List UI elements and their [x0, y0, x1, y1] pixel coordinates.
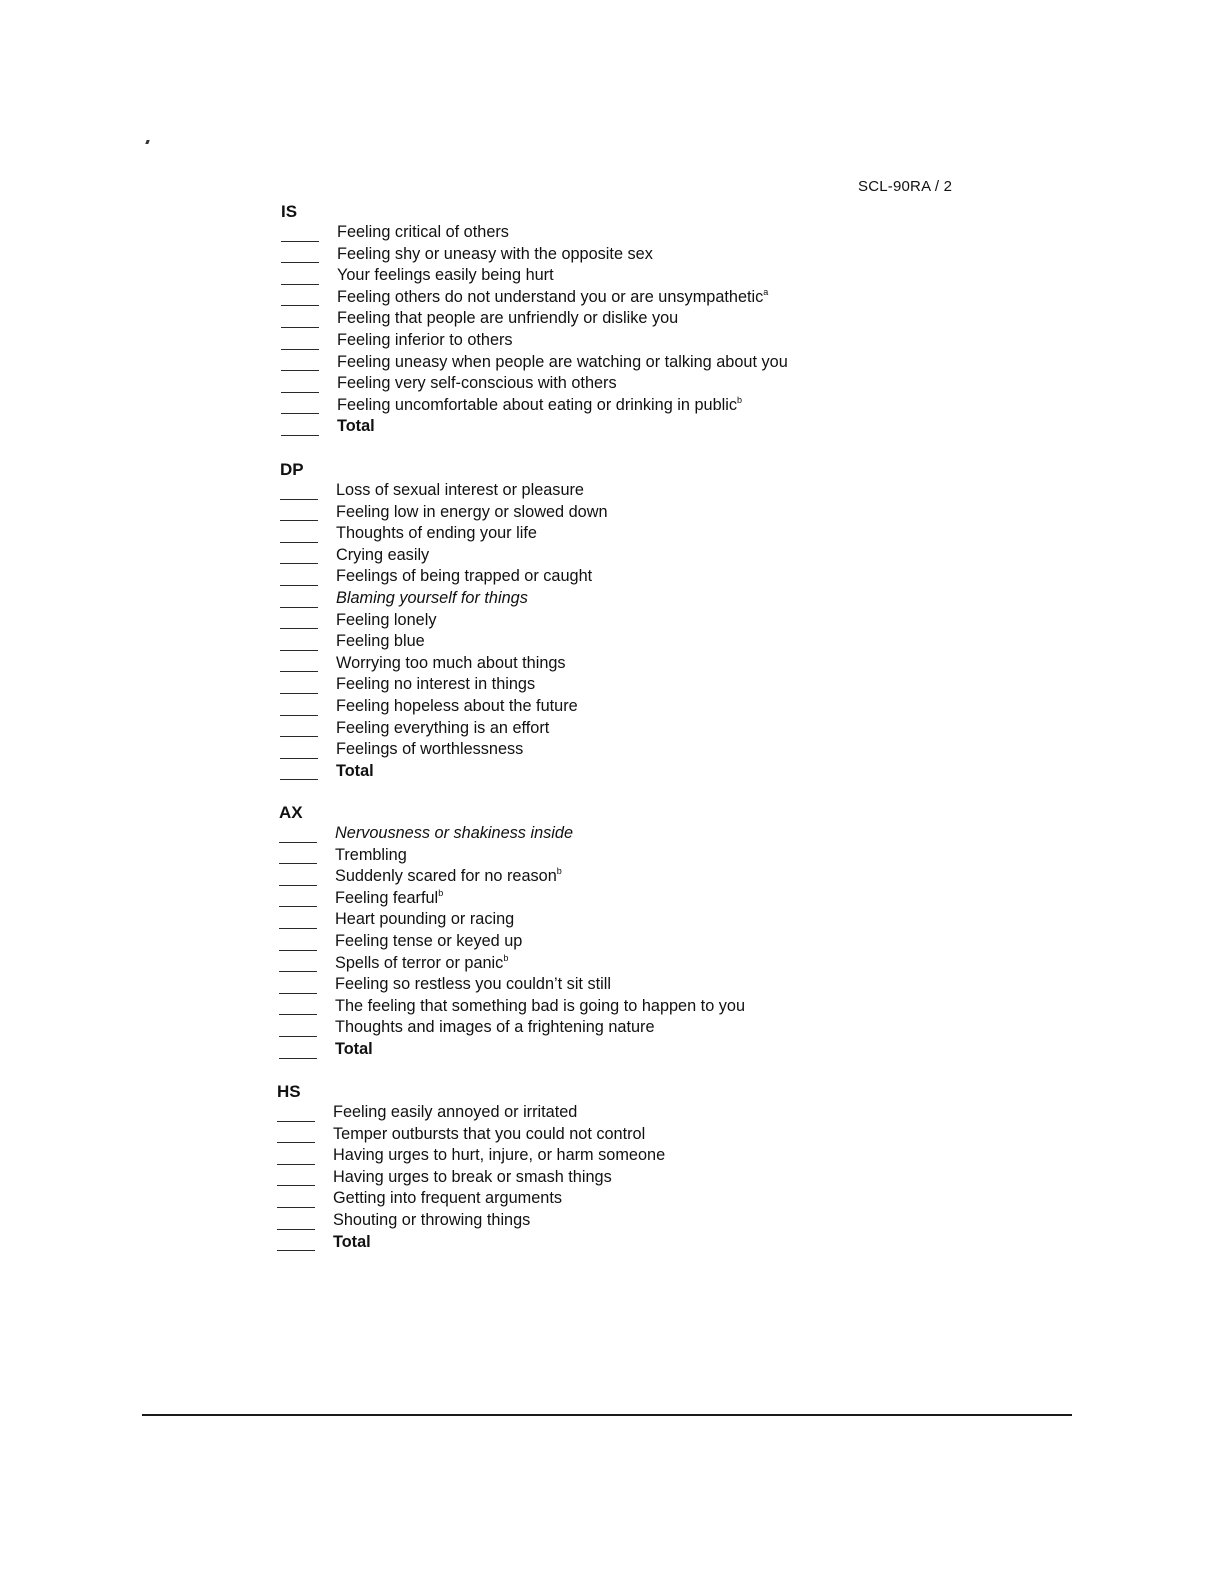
stray-scan-mark [145, 140, 149, 144]
item-text: Feeling easily annoyed or irritated [333, 1103, 578, 1121]
item-label [333, 1211, 530, 1230]
item-text: Feeling uncomfortable about eating or drinking in public [337, 395, 738, 414]
checklist-item [280, 503, 980, 525]
item-text: Crying easily [336, 545, 430, 564]
checklist-item [280, 589, 980, 611]
item-label [337, 331, 513, 350]
section-code: DP [280, 460, 304, 479]
checklist-item [281, 331, 981, 353]
checklist-item [280, 611, 980, 633]
score-blank[interactable] [281, 413, 319, 414]
item-label [333, 1125, 645, 1144]
score-blank[interactable] [279, 1036, 317, 1037]
item-text: Thoughts and images of a frightening nature [335, 1018, 655, 1037]
item-text: Feeling fearful [335, 888, 439, 907]
total-label [333, 1233, 371, 1252]
item-text: Feeling low in energy or slowed down [336, 502, 608, 521]
score-blank[interactable] [281, 327, 319, 328]
checklist-item [281, 266, 981, 288]
item-label [335, 846, 407, 865]
score-blank[interactable] [279, 1014, 317, 1015]
score-blank[interactable] [279, 971, 317, 972]
score-blank[interactable] [279, 842, 317, 843]
item-text: Total [336, 761, 374, 780]
item-text: Nervousness or shakiness inside [335, 824, 574, 842]
checklist-item [280, 654, 980, 676]
checklist-item [279, 932, 979, 954]
item-text: Feelings of being trapped or caught [336, 567, 593, 586]
item-text: Suddenly scared for no reason [335, 867, 557, 886]
footnote-marker: b [438, 887, 444, 898]
checklist-item [279, 975, 979, 997]
score-blank[interactable] [277, 1164, 315, 1165]
item-text: Feeling shy or uneasy with the opposite sex [337, 244, 653, 263]
item-label [336, 740, 523, 759]
item-label [333, 1189, 562, 1208]
item-text: Feeling tense or keyed up [335, 932, 523, 950]
footer-rule [142, 1414, 1072, 1416]
item-text: Having urges to hurt, injure, or harm someone [333, 1146, 666, 1165]
item-label [336, 697, 578, 716]
checklist-item [280, 546, 980, 568]
page-identifier: SCL-90RA / 2 [858, 178, 953, 195]
score-blank[interactable] [280, 758, 318, 759]
footnote-marker: b [737, 394, 743, 405]
checklist-item [279, 1018, 979, 1040]
checklist-item [281, 353, 981, 375]
item-label [337, 396, 742, 415]
item-text: Feeling so restless you couldn’t sit still [335, 975, 611, 994]
score-blank[interactable] [279, 928, 317, 929]
item-text: Total [337, 417, 375, 436]
item-label [337, 353, 788, 372]
item-label [336, 546, 429, 565]
footnote-marker: b [556, 866, 562, 877]
item-text: Getting into frequent arguments [333, 1189, 562, 1208]
checklist-item [280, 481, 980, 503]
checklist-item [281, 374, 981, 396]
total-row [277, 1233, 977, 1255]
item-label [335, 975, 611, 994]
score-blank[interactable] [277, 1185, 315, 1186]
checklist-item [280, 632, 980, 654]
item-label [336, 719, 549, 738]
item-label [336, 611, 436, 630]
item-label [335, 867, 562, 886]
score-blank[interactable] [279, 993, 317, 994]
score-blank[interactable] [280, 520, 318, 521]
item-text: Feeling inferior to others [337, 331, 513, 349]
item-label [336, 481, 584, 500]
section-code: HS [277, 1082, 301, 1101]
checklist-item [279, 824, 979, 846]
item-text: Loss of sexual interest or pleasure [336, 481, 584, 499]
score-blank[interactable] [281, 349, 319, 350]
checklist-item [279, 846, 979, 868]
checklist-item [280, 697, 980, 719]
score-blank[interactable] [280, 499, 318, 500]
checklist-item [280, 740, 980, 762]
checklist-item [280, 719, 980, 741]
item-text: Having urges to break or smash things [333, 1167, 612, 1186]
item-text: Feeling that people are unfriendly or dislike you [337, 309, 679, 328]
score-blank[interactable] [281, 392, 319, 393]
item-text: Feeling no interest in things [336, 675, 536, 694]
item-label [337, 374, 617, 393]
checklist-item [279, 867, 979, 889]
item-label [336, 567, 592, 586]
item-label [337, 288, 768, 307]
score-blank[interactable] [281, 305, 319, 306]
item-text: Blaming yourself for things [336, 589, 528, 607]
score-blank[interactable] [280, 736, 318, 737]
checklist-item [279, 910, 979, 932]
item-label [337, 245, 653, 264]
score-blank[interactable] [277, 1229, 315, 1230]
item-text: Feeling hopeless about the future [336, 697, 578, 715]
score-blank[interactable] [280, 585, 318, 586]
checklist-item [277, 1125, 977, 1147]
score-blank[interactable] [280, 671, 318, 672]
item-text: Trembling [335, 845, 407, 864]
footnote-marker: b [503, 952, 509, 963]
total-label [336, 762, 374, 781]
score-blank[interactable] [280, 542, 318, 543]
total-row [280, 762, 980, 784]
footnote-marker: a [763, 286, 769, 297]
score-blank[interactable] [277, 1121, 315, 1122]
checklist-item [277, 1211, 977, 1233]
checklist-item [281, 396, 981, 418]
item-text: Spells of terror or panic [335, 953, 504, 972]
score-blank[interactable] [281, 284, 319, 285]
item-label [335, 910, 514, 929]
total-row [279, 1040, 979, 1062]
checklist-item [277, 1168, 977, 1190]
item-label [337, 223, 509, 242]
checklist-item [281, 288, 981, 310]
total-score-blank[interactable] [281, 435, 319, 436]
item-label [335, 997, 745, 1016]
score-blank[interactable] [281, 241, 319, 242]
checklist-item [281, 309, 981, 331]
item-label [333, 1103, 577, 1122]
checklist-item [279, 954, 979, 976]
total-score-blank[interactable] [280, 779, 318, 780]
total-label [337, 417, 375, 436]
item-label [336, 632, 425, 651]
section-code: AX [279, 803, 303, 822]
score-blank[interactable] [280, 607, 318, 608]
item-label [335, 1018, 655, 1037]
score-blank[interactable] [280, 650, 318, 651]
item-label [336, 524, 537, 543]
item-text: Feeling lonely [336, 610, 437, 629]
total-label [335, 1040, 373, 1059]
item-label [335, 824, 573, 843]
item-text: Feelings of worthlessness [336, 740, 524, 759]
total-score-blank[interactable] [279, 1058, 317, 1059]
item-label [336, 503, 608, 522]
section-code: IS [281, 202, 298, 221]
item-text: Total [333, 1232, 371, 1251]
item-text: Feeling blue [336, 632, 425, 651]
item-text: Thoughts of ending your life [336, 524, 537, 543]
score-blank[interactable] [279, 906, 317, 907]
score-blank[interactable] [280, 715, 318, 716]
score-blank[interactable] [280, 563, 318, 564]
item-text: Your feelings easily being hurt [337, 266, 554, 285]
score-blank[interactable] [281, 370, 319, 371]
item-text: Feeling critical of others [337, 223, 509, 241]
checklist-item [279, 889, 979, 911]
checklist-item [279, 997, 979, 1019]
checklist-item [281, 245, 981, 267]
score-blank[interactable] [280, 628, 318, 629]
score-blank[interactable] [277, 1142, 315, 1143]
item-label [337, 266, 554, 285]
checklist-item [277, 1103, 977, 1125]
checklist-item [280, 524, 980, 546]
item-label [336, 675, 535, 694]
checklist-item [277, 1189, 977, 1211]
score-blank[interactable] [279, 863, 317, 864]
item-text: Feeling others do not understand you or are unsympathetic [337, 287, 764, 306]
item-text: Worrying too much about things [336, 653, 566, 672]
item-label [335, 954, 508, 973]
score-blank[interactable] [279, 885, 317, 886]
score-blank[interactable] [279, 950, 317, 951]
item-text: Shouting or throwing things [333, 1211, 531, 1229]
item-label [335, 932, 522, 951]
item-text: Feeling everything is an effort [336, 718, 550, 737]
item-label [333, 1146, 665, 1165]
item-label [336, 654, 566, 673]
item-label [336, 589, 528, 608]
score-blank[interactable] [277, 1207, 315, 1208]
item-label [335, 889, 443, 908]
item-label [333, 1168, 612, 1187]
score-blank[interactable] [281, 262, 319, 263]
checklist-item [277, 1146, 977, 1168]
item-text: Heart pounding or racing [335, 910, 515, 929]
checklist-item [280, 675, 980, 697]
item-text: The feeling that something bad is going to happen to you [335, 996, 746, 1015]
item-text: Feeling uneasy when people are watching or talking about you [337, 352, 788, 371]
item-text: Feeling very self-conscious with others [337, 374, 617, 393]
checklist-item [281, 223, 981, 245]
item-text: Total [335, 1040, 373, 1058]
score-blank[interactable] [280, 693, 318, 694]
total-score-blank[interactable] [277, 1250, 315, 1251]
item-text: Temper outbursts that you could not control [333, 1124, 646, 1143]
checklist-item [280, 567, 980, 589]
total-row [281, 417, 981, 439]
item-label [337, 309, 678, 328]
